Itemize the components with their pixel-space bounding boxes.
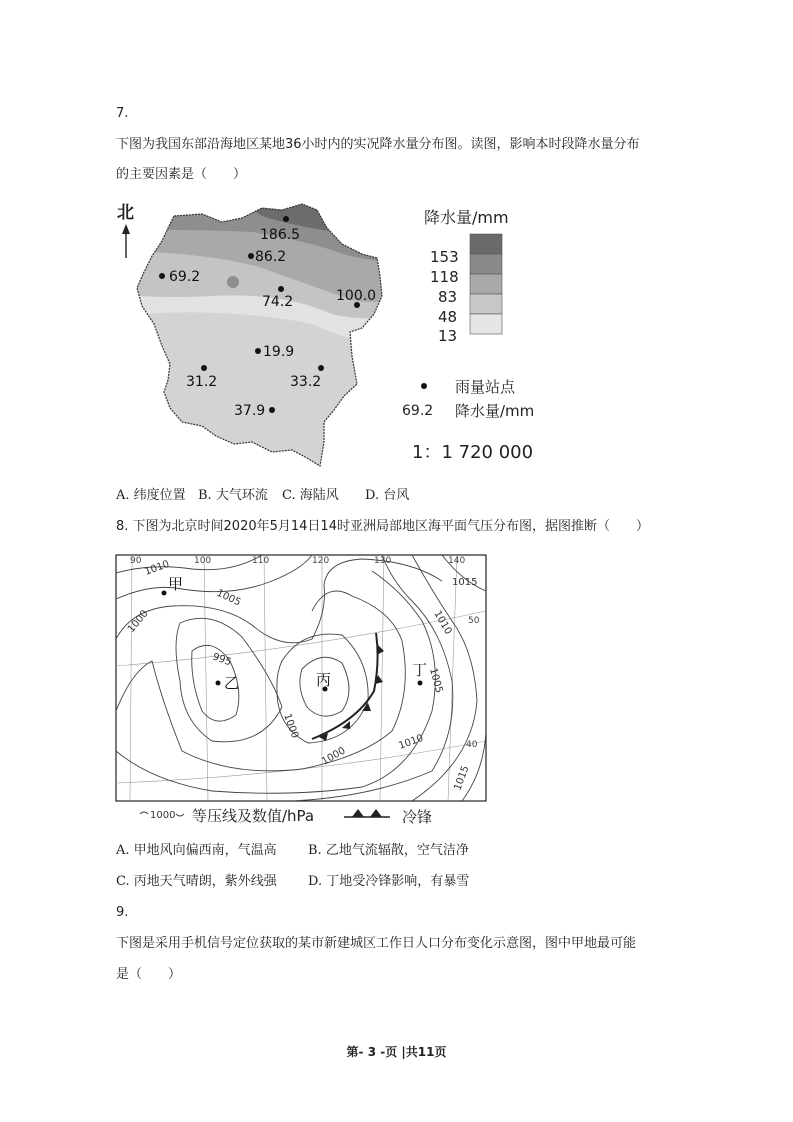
station-marker	[201, 365, 207, 371]
svg-text:90: 90	[130, 556, 142, 566]
legend-swatches	[470, 234, 502, 334]
place-marker	[216, 681, 221, 686]
pressure-map	[112, 551, 492, 831]
question-9-stem-line1: 下图是采用手机信号定位获取的某市新建城区工作日人口分布变化示意图，图中甲地最可能	[116, 936, 637, 951]
station-marker	[318, 365, 324, 371]
station-value: 69.2	[169, 269, 201, 285]
q7-option-c[interactable]: C. 海陆风	[282, 488, 339, 503]
svg-text:1010: 1010	[431, 609, 454, 637]
station-value: 33.2	[290, 374, 322, 390]
station-marker	[278, 286, 284, 292]
station-marker	[255, 348, 261, 354]
station-value: 31.2	[186, 374, 218, 390]
place-jia: 甲	[168, 575, 184, 593]
svg-text:1000: 1000	[281, 712, 301, 740]
q8-option-d[interactable]: D. 丁地受冷锋影响，有暴雪	[308, 874, 470, 889]
legend-swatch	[470, 294, 502, 314]
isobar-legend-icon	[140, 812, 148, 814]
station-value: 19.9	[263, 344, 295, 360]
question-8-stem: 8. 下图为北京时间2020年5月14日14时亚洲局部地区海平面气压分布图，据图推断（ ）	[116, 519, 649, 534]
isobar-legend-sample: 1000	[150, 810, 176, 821]
svg-text:1010: 1010	[143, 558, 171, 578]
svg-text:995: 995	[210, 651, 233, 669]
sample-label: 降水量/mm	[455, 402, 535, 420]
svg-text:48: 48	[438, 308, 458, 326]
station-value: 186.5	[260, 227, 301, 243]
svg-text:153: 153	[430, 248, 459, 266]
place-ding: 丁	[412, 661, 428, 679]
station-marker	[269, 407, 275, 413]
svg-text:1000: 1000	[320, 745, 348, 768]
legend-swatch	[470, 254, 502, 274]
station-value: 86.2	[255, 249, 287, 265]
legend-ticks	[430, 248, 459, 345]
page-footer: 第- 3 -页 |共11页	[346, 1045, 447, 1059]
svg-text:13: 13	[438, 327, 458, 345]
map-scale: 1：1 720 000	[412, 442, 534, 463]
question-7-stem-line2: 的主要因素是（ ）	[116, 167, 247, 182]
q8-option-c[interactable]: C. 丙地天气晴朗，紫外线强	[116, 874, 277, 889]
place-bing: 丙	[316, 671, 332, 689]
question-7-stem-line1: 下图为我国东部沿海地区某地36小时内的实况降水量分布图。读图，影响本时段降水量分布	[116, 137, 640, 152]
precipitation-map	[112, 196, 562, 474]
svg-text:1005: 1005	[214, 587, 243, 609]
svg-text:110: 110	[252, 556, 270, 566]
svg-text:1015: 1015	[452, 764, 472, 793]
legend-swatch	[470, 314, 502, 334]
station-marker	[159, 273, 165, 279]
station-marker	[283, 216, 289, 222]
place-marker	[418, 681, 423, 686]
svg-text:120: 120	[312, 556, 330, 566]
svg-text:1010: 1010	[397, 732, 425, 752]
north-label: 北	[117, 203, 134, 223]
question-9-stem-line2: 是（ ）	[116, 967, 182, 982]
svg-text:100: 100	[194, 556, 212, 566]
legend-swatch	[470, 274, 502, 294]
q7-option-a[interactable]: A. 纬度位置	[116, 488, 186, 503]
place-yi: 乙	[224, 674, 240, 692]
svg-text:40: 40	[466, 740, 478, 750]
svg-text:140: 140	[448, 556, 466, 566]
svg-text:1000: 1000	[125, 608, 151, 635]
q8-option-a[interactable]: A. 甲地风向偏西南，气温高	[116, 843, 277, 858]
q8-option-b[interactable]: B. 乙地气流辐散，空气洁净	[308, 843, 469, 858]
svg-text:50: 50	[468, 616, 480, 626]
isobar-legend-label: 等压线及数值/hPa	[192, 807, 315, 825]
station-value: 74.2	[262, 294, 294, 310]
legend-swatch	[470, 234, 502, 254]
question-7-number: 7.	[116, 106, 129, 121]
q7-option-b[interactable]: B. 大气环流	[198, 488, 268, 503]
station-value: 37.9	[234, 403, 266, 419]
station-marker	[248, 253, 254, 259]
svg-text:130: 130	[374, 556, 392, 566]
sample-value: 69.2	[402, 403, 434, 419]
svg-text:1005: 1005	[427, 666, 445, 695]
q7-option-d[interactable]: D. 台风	[365, 488, 410, 503]
svg-text:83: 83	[438, 288, 458, 306]
question-9-number: 9.	[116, 905, 129, 920]
station-legend-label: 雨量站点	[455, 378, 516, 396]
cold-front-legend-label: 冷锋	[402, 808, 433, 826]
svg-text:118: 118	[430, 268, 459, 286]
station-value: 100.0	[336, 288, 377, 304]
svg-text:1015: 1015	[452, 577, 478, 588]
legend-title: 降水量/mm	[424, 208, 509, 227]
place-marker	[162, 591, 167, 596]
station-legend-icon	[421, 383, 427, 389]
